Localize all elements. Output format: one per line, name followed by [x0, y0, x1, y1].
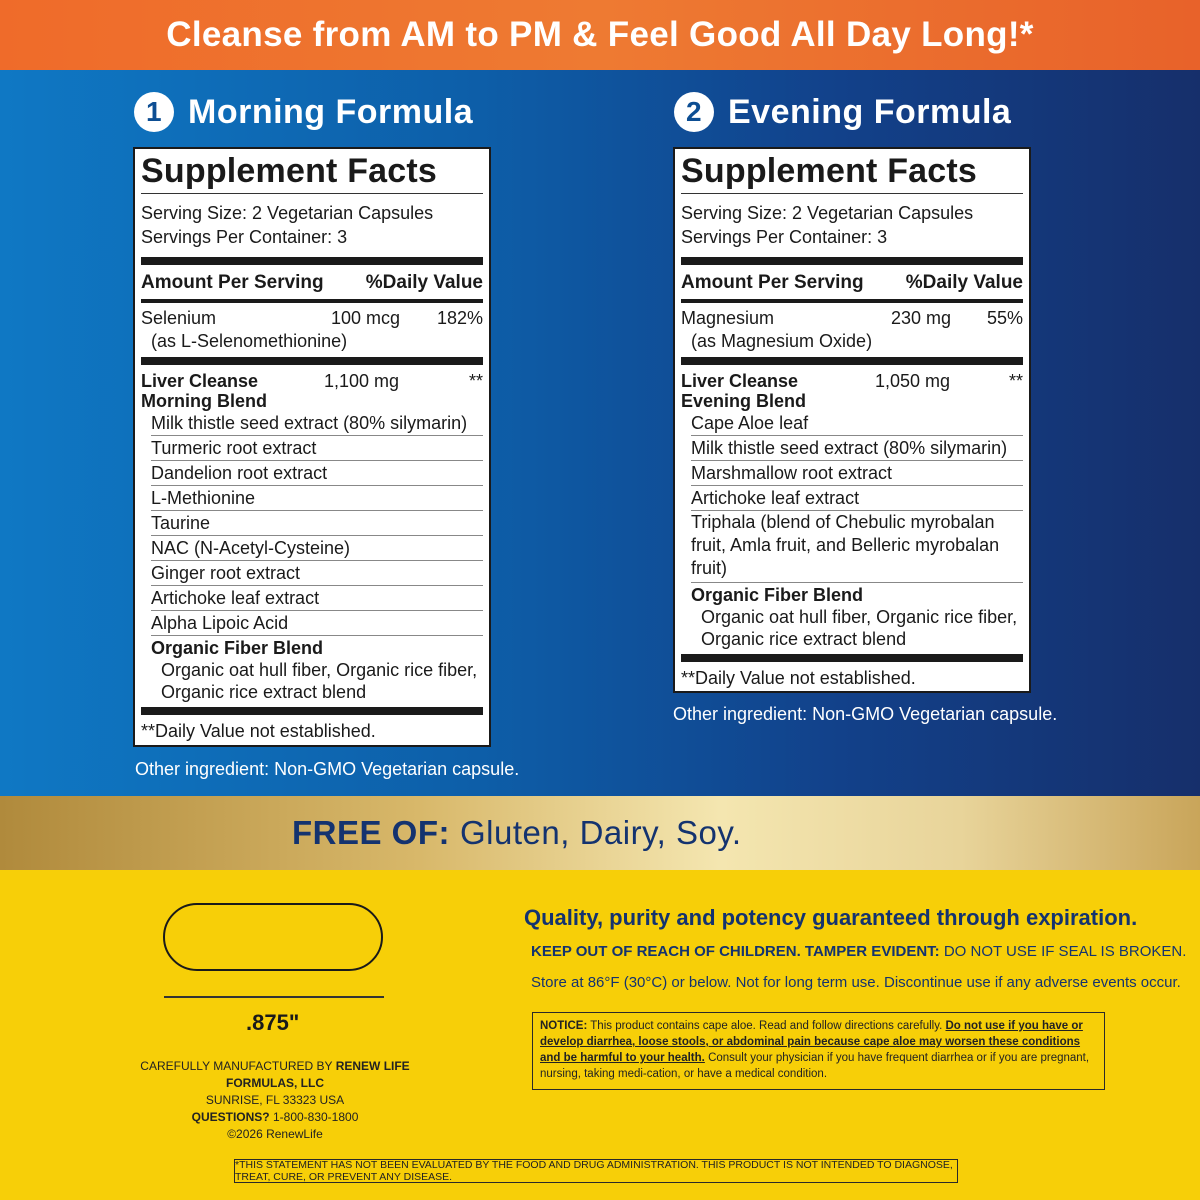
fiber-line-1: Organic oat hull fiber, Organic rice fiber,	[161, 660, 478, 680]
triphala-line: fruit, Amla fruit, and Belleric myrobalan	[691, 535, 1000, 555]
step-number-icon: 1	[134, 92, 174, 132]
nutrient-name: Magnesium	[681, 308, 775, 328]
amount-header-row	[141, 265, 483, 299]
facts-heading: Supplement Facts	[681, 152, 978, 190]
ingredient-list	[151, 411, 483, 636]
blend-name-2: Evening Blend	[681, 391, 807, 411]
fda-disclaimer: *THIS STATEMENT HAS NOT BEEN EVALUATED BY THE FOOD AND DRUG ADMINISTRATION. THIS PRODUCT IS NOT INTENDED TO DIAGNOSE, TREAT, CURE, OR PREVENT ANY DISEASE.	[234, 1159, 958, 1183]
blend-amount: 1,050 mg	[875, 371, 951, 391]
free-of-value: Gluten, Dairy, Soy.	[460, 814, 742, 851]
phone-number: 1-800-830-1800	[272, 1110, 359, 1124]
manufacturer-address: SUNRISE, FL 33323 USA	[205, 1093, 345, 1107]
servings-per-container: Servings Per Container: 3	[141, 227, 348, 247]
ingredient-item: Milk thistle seed extract (80% silymarin)	[151, 411, 483, 436]
nutrient-dv: 55%	[986, 308, 1023, 328]
footnote: **Daily Value not established.	[141, 721, 376, 741]
manufacturer-line-1	[110, 1058, 440, 1092]
ingredient-item: NAC (N-Acetyl-Cysteine)	[151, 536, 483, 561]
free-of-label: FREE OF:	[292, 814, 450, 851]
amount-header: Amount Per Serving	[681, 272, 864, 293]
evening-formula-title	[674, 92, 1011, 132]
ingredient-item: Dandelion root extract	[151, 461, 483, 486]
fiber-blend	[151, 636, 483, 707]
triphala-line: Triphala (blend of Chebulic myrobalan	[691, 512, 995, 532]
nutrient-amount: 230 mg	[891, 308, 952, 328]
capsule-size: .875"	[246, 1010, 300, 1035]
notice-box	[532, 1012, 1105, 1090]
blend-name-2: Morning Blend	[141, 391, 267, 411]
fiber-blend	[691, 583, 1023, 654]
notice-warning: Do not use if you have or develop diarrhea, loose stools, or abdominal pain because cape aloe may worsen these conditions and be harmful to your health.	[540, 1020, 1083, 1064]
ingredient-item: Milk thistle seed extract (80% silymarin)	[691, 436, 1023, 461]
evening-other-ingredient: Other ingredient: Non-GMO Vegetarian capsule.	[673, 704, 1058, 724]
nutrient-source: (as Magnesium Oxide)	[691, 331, 873, 351]
morning-other-ingredient: Other ingredient: Non-GMO Vegetarian capsule.	[135, 759, 520, 779]
ingredient-item: Cape Aloe leaf	[691, 411, 1023, 436]
amount-header: Amount Per Serving	[141, 272, 324, 293]
manufacturer-phone-line	[110, 1109, 440, 1126]
serving-info	[141, 194, 483, 257]
evening-title-text: Evening Formula	[728, 92, 1012, 131]
facts-heading: Supplement Facts	[141, 152, 438, 190]
storage-warning: Store at 86°F (30°C) or below. Not for long term use. Discontinue use if any adverse events occur.	[531, 974, 1181, 991]
evening-supplement-facts	[673, 147, 1031, 693]
tamper-label: TAMPER EVIDENT:	[804, 943, 940, 960]
top-banner	[0, 0, 1200, 70]
capsule-size-line	[164, 996, 384, 998]
keep-out-text: KEEP OUT OF REACH OF CHILDREN.	[531, 943, 801, 960]
dv-header: %Daily Value	[905, 272, 1023, 293]
ingredient-item: Taurine	[151, 511, 483, 536]
triphala-line: fruit)	[691, 558, 727, 578]
blend-dv: **	[468, 371, 483, 391]
notice-text-1: This product contains cape aloe. Read and follow directions carefully.	[590, 1020, 943, 1032]
servings-per-container: Servings Per Container: 3	[681, 227, 888, 247]
serving-size: Serving Size: 2 Vegetarian Capsules	[141, 203, 434, 223]
ingredient-item: Turmeric root extract	[151, 436, 483, 461]
blend-row	[681, 365, 1023, 411]
nutrient-amount: 100 mcg	[331, 308, 401, 328]
nutrient-row	[681, 303, 1023, 357]
free-of-band	[0, 796, 1200, 870]
ingredient-item: Artichoke leaf extract	[691, 486, 1023, 511]
questions-label: QUESTIONS?	[191, 1110, 270, 1124]
morning-title-text: Morning Formula	[188, 92, 474, 131]
blend-amount: 1,100 mg	[324, 371, 400, 391]
amount-header-row	[681, 265, 1023, 299]
capsule-outline-icon	[162, 902, 384, 974]
manufacturer-name: RENEW LIFE FORMULAS, LLC	[226, 1059, 410, 1090]
fiber-title: Organic Fiber Blend	[691, 585, 864, 605]
serving-size: Serving Size: 2 Vegetarian Capsules	[681, 203, 974, 223]
notice-label: NOTICE:	[540, 1020, 588, 1032]
tamper-text: DO NOT USE IF SEAL IS BROKEN.	[943, 943, 1187, 960]
copyright: ©2026 RenewLife	[227, 1127, 323, 1141]
footnote: **Daily Value not established.	[681, 668, 916, 688]
ingredient-list	[691, 411, 1023, 511]
fiber-line-2: Organic rice extract blend	[161, 682, 367, 702]
ingredient-item: Alpha Lipoic Acid	[151, 613, 289, 633]
ingredient-item: Artichoke leaf extract	[151, 586, 483, 611]
blend-dv: **	[1008, 371, 1023, 391]
triphala-item	[691, 511, 1023, 583]
morning-formula-title	[134, 92, 473, 132]
fiber-line-1: Organic oat hull fiber, Organic rice fiber,	[701, 607, 1018, 627]
keep-out-warning	[531, 943, 1186, 960]
dv-header: %Daily Value	[365, 272, 483, 293]
notice-text-2: Consult your physician if you have frequent diarrhea or if you are pregnant, nursing, taking medi-cation, or have a medical condition.	[540, 1052, 1090, 1080]
headline: Cleanse from AM to PM & Feel Good All Day Long!*	[166, 15, 1034, 54]
quality-statement: Quality, purity and potency guaranteed through expiration.	[524, 905, 1138, 930]
fiber-line-2: Organic rice extract blend	[701, 629, 907, 649]
manufacturer-info	[110, 1058, 440, 1143]
nutrient-dv: 182%	[436, 308, 483, 328]
step-number-icon: 2	[674, 92, 714, 132]
manufacturer-prefix: CAREFULLY MANUFACTURED BY	[140, 1059, 333, 1073]
nutrient-row	[141, 303, 483, 357]
fiber-title: Organic Fiber Blend	[151, 638, 324, 658]
blend-name-1: Liver Cleanse	[141, 371, 259, 391]
ingredient-item: L-Methionine	[151, 486, 483, 511]
blend-row	[141, 365, 483, 411]
serving-info	[681, 194, 1023, 257]
ingredient-item: Ginger root extract	[151, 561, 483, 586]
blend-name-1: Liver Cleanse	[681, 371, 799, 391]
ingredient-item: Marshmallow root extract	[691, 461, 1023, 486]
nutrient-name: Selenium	[141, 308, 217, 328]
nutrient-source: (as L-Selenomethionine)	[151, 331, 348, 351]
morning-supplement-facts	[133, 147, 491, 747]
